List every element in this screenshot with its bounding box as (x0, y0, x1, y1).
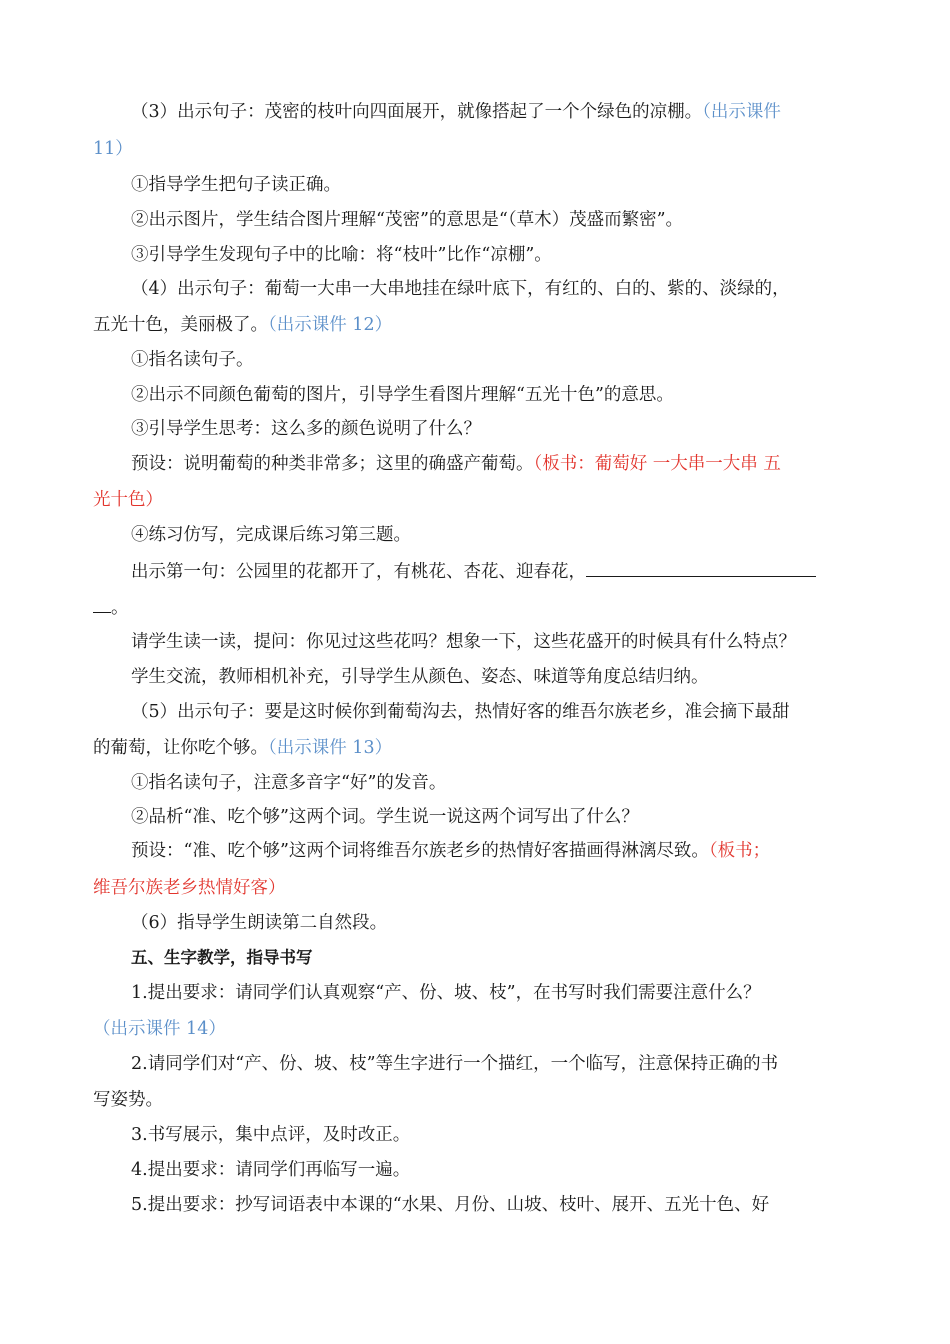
blackboard-note-5: （板书； (708, 841, 771, 861)
exercise-summary: 学生交流，教师相机补充，引导学生从颜色、姿态、味道等角度总结归纳。 (131, 667, 709, 687)
exercise-sentence-text: 出示第一句：公园里的花都开了，有桃花、杏花、迎春花， (131, 562, 586, 582)
blackboard-note-4: （板书：葡萄好 一大串一大串 五 (533, 454, 781, 474)
courseware-cue-14: （出示课件 14） (93, 1019, 226, 1039)
instruction-3-1: ①指导学生把句子读正确。 (131, 175, 341, 195)
instruction-4-1: ①指名读句子。 (131, 350, 254, 370)
step-3: 3.书写展示，集中点评，及时改正。 (131, 1125, 411, 1145)
instruction-3-3: ③引导学生发现句子中的比喻：将“枝叶”比作“凉棚”。 (131, 245, 552, 265)
courseware-cue-13: （出示课件 13） (268, 738, 393, 758)
preset-answer-5 (131, 838, 863, 864)
courseware-cue-11: （出示课件 (702, 102, 781, 122)
section-5-heading: 五、生字教学，指导书写 (131, 948, 313, 967)
courseware-cue-11-continued: 11） (93, 139, 133, 159)
step-2-line-1: 2.请同学们对“产、份、坡、枝”等生字进行一个描红，一个临写，注意保持正确的书 (131, 1054, 779, 1074)
instruction-4-3: ③引导学生思考：这么多的颜色说明了什么？ (131, 419, 481, 439)
courseware-cue-12: （出示课件 12） (268, 315, 393, 335)
exercise-sentence (131, 558, 863, 585)
step-1: 1.提出要求：请同学们认真观察“产、份、坡、枝”，在书写时我们需要注意什么？ (131, 983, 761, 1003)
paragraph-4-line-2 (93, 312, 863, 338)
step-5: 5.提出要求：抄写词语表中本课的“水果、月份、山坡、枝叶、展开、五光十色、好 (131, 1195, 770, 1215)
paragraph-3-line-1 (131, 99, 863, 125)
sentence-5-end: 的葡萄，让你吃个够。 (93, 738, 268, 758)
blackboard-note-5-continued: 维吾尔族老乡热情好客） (93, 878, 286, 898)
instruction-3-2: ②出示图片，学生结合图片理解“茂密”的意思是“（草木）茂盛而繁密”。 (131, 210, 684, 230)
instruction-4-2: ②出示不同颜色葡萄的图片，引导学生看图片理解“五光十色”的意思。 (131, 385, 674, 405)
paragraph-6: （6）指导学生朗读第二自然段。 (131, 913, 388, 933)
step-4: 4.提出要求：请同学们再临写一遍。 (131, 1160, 411, 1180)
blackboard-note-4-continued: 光十色） (93, 490, 163, 510)
preset-answer-4-text: 预设：说明葡萄的种类非常多；这里的确盛产葡萄。 (131, 454, 534, 474)
exercise-period: 。 (111, 598, 129, 618)
sentence-3-text: （3）出示句子：茂密的枝叶向四面展开，就像搭起了一个个绿色的凉棚。 (131, 102, 703, 122)
fill-in-blank-continued (93, 594, 111, 613)
step-2-line-2: 写姿势。 (93, 1090, 163, 1110)
paragraph-5-line-1: （5）出示句子：要是这时候你到葡萄沟去，热情好客的维吾尔族老乡，准会摘下最甜 (131, 702, 790, 722)
exercise-question: 请学生读一读，提问：你见过这些花吗？想象一下，这些花盛开的时候具有什么特点？ (131, 632, 796, 652)
instruction-4-4: ④练习仿写，完成课后练习第三题。 (131, 525, 411, 545)
fill-in-blank (586, 558, 816, 577)
sentence-4-end: 五光十色，美丽极了。 (93, 315, 268, 335)
exercise-sentence-end (93, 594, 863, 621)
preset-answer-4 (131, 451, 863, 477)
paragraph-5-line-2 (93, 735, 863, 761)
instruction-5-2: ②品析“准、吃个够”这两个词。学生说一说这两个词写出了什么？ (131, 807, 639, 827)
preset-answer-5-text: 预设：“准、吃个够”这两个词将维吾尔族老乡的热情好客描画得淋漓尽致。 (131, 841, 709, 861)
instruction-5-1: ①指名读句子，注意多音字“好”的发音。 (131, 773, 447, 793)
paragraph-4-line-1: （4）出示句子：葡萄一大串一大串地挂在绿叶底下，有红的、白的、紫的、淡绿的， (131, 279, 790, 299)
